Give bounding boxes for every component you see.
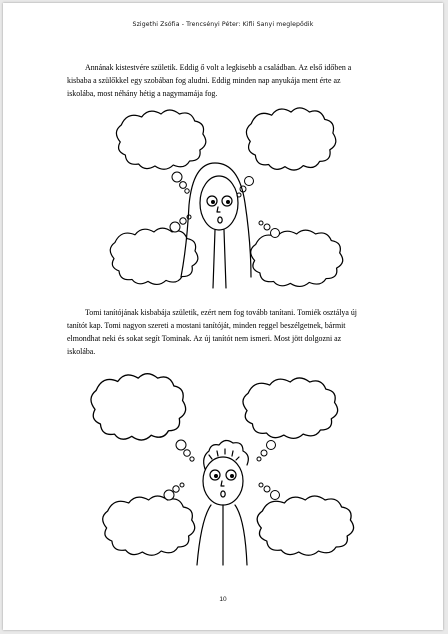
thought-cloud-top-right [243,378,338,438]
boy-thought-clouds-illustration [3,369,443,579]
boy-figure [197,440,248,565]
paragraph-line: elmondhat neki és sokat segít Tominak. Az új tanítót nem ismeri. Most jött dolgozni az [67,334,342,343]
paragraph-line: Annának kistestvére születik. Eddig ő volt a legkisebb a családban. Az első időben a [85,63,352,72]
thought-cloud-top-left [91,374,186,440]
thought-cloud-bottom-right [251,230,343,286]
paragraph-line: iskolába. [67,347,96,356]
thought-cloud-bottom-left [103,496,195,555]
paragraph-line: iskolába, most néhány hétig a nagymamája fog. [67,89,218,98]
story-paragraph-anna [67,61,399,100]
girl-thought-clouds-illustration [3,107,443,297]
document-page [3,3,443,630]
thought-bubbles-trail [170,172,280,238]
thought-cloud-top-left [116,110,205,169]
paragraph-line: tanítót kap. Tomi nagyon szereti a mostani tanítóját, minden reggel beszélgetnek, bármit [67,321,346,330]
story-paragraph-tomi [67,306,399,358]
paragraph-line: kisbaba a szülőkkel egy szobában fog aludni. Eddig minden nap anyukája ment érte az [67,76,341,85]
thought-cloud-bottom-right [257,496,353,555]
running-header: Szigethi Zsófia - Trencsényi Péter: Kifli Sanyi meglepődik [132,21,314,28]
paragraph-line: Tomi tanítójának kisbabája születik, ezért nem fog tovább tanítani. Tomiék osztálya új [85,308,357,317]
thought-cloud-top-right [246,108,335,170]
page-number: 10 [219,596,227,603]
